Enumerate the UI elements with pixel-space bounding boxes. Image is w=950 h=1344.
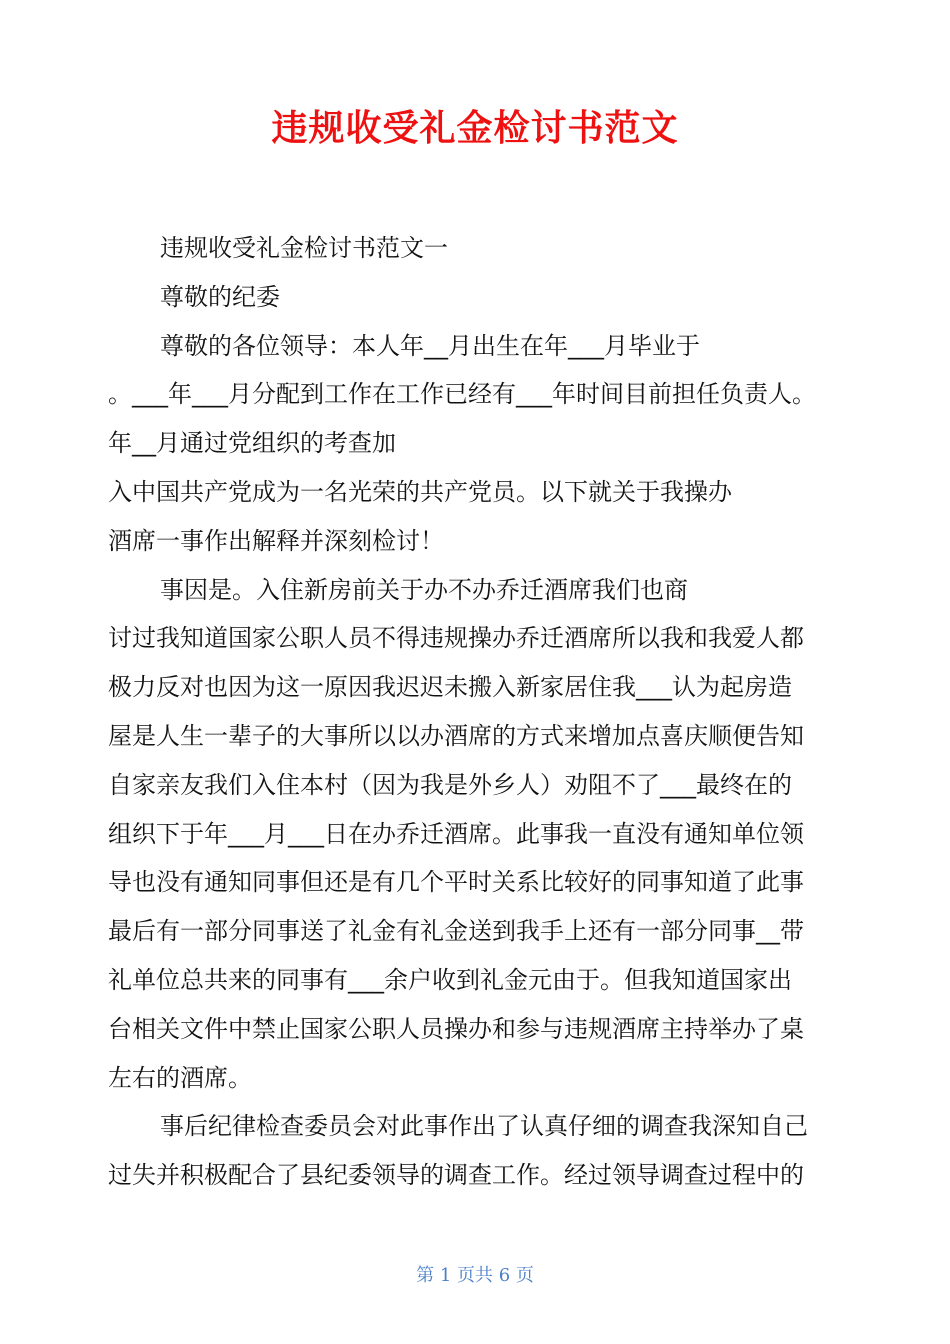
- body-line: 组织下于年___月___日在办乔迁酒席。此事我一直没有通知单位领: [108, 819, 804, 848]
- document-title: 违规收受礼金检讨书范文: [271, 108, 679, 149]
- body-line: 屋是人生一辈子的大事所以以办酒席的方式来增加点喜庆顺便告知: [108, 721, 804, 750]
- document-body: [108, 224, 848, 1200]
- body-line-salutation: 尊敬的纪委: [160, 282, 280, 311]
- body-line: 事后纪律检查委员会对此事作出了认真仔细的调查我深知自己: [160, 1112, 808, 1141]
- body-line: 导也没有通知同事但还是有几个平时关系比较好的同事知道了此事: [108, 868, 804, 897]
- body-line: 台相关文件中禁止国家公职人员操办和参与违规酒席主持举办了桌: [108, 1014, 804, 1043]
- body-line: 。___年___月分配到工作在工作已经有___年时间目前担任负责人。: [108, 380, 816, 409]
- body-line: 入中国共产党成为一名光荣的共产党员。以下就关于我操办: [108, 477, 732, 506]
- body-line: 自家亲友我们入住本村（因为我是外乡人）劝阻不了___最终在的: [108, 770, 792, 799]
- body-line: 极力反对也因为这一原因我迟迟未搬入新家居住我___认为起房造: [108, 673, 792, 702]
- page-number-footer: 第 1 页共 6 页: [416, 1265, 534, 1286]
- body-line: 最后有一部分同事送了礼金有礼金送到我手上还有一部分同事__带: [108, 917, 804, 946]
- body-line: 礼单位总共来的同事有___余户收到礼金元由于。但我知道国家出: [108, 965, 792, 994]
- body-line: 讨过我知道国家公职人员不得违规操办乔迁酒席所以我和我爱人都: [108, 624, 804, 653]
- body-line: 过失并积极配合了县纪委领导的调查工作。经过领导调查过程中的: [108, 1161, 804, 1190]
- body-line: 左右的酒席。: [108, 1063, 252, 1092]
- body-line-section-heading: 违规收受礼金检讨书范文一: [160, 234, 448, 262]
- body-line: 酒席一事作出解释并深刻检讨！: [108, 526, 444, 555]
- body-line: 尊敬的各位领导：本人年__月出生在年___月毕业于: [160, 331, 700, 360]
- body-line: 事因是。入住新房前关于办不办乔迁酒席我们也商: [160, 575, 688, 604]
- body-line: 年__月通过党组织的考查加: [108, 429, 396, 458]
